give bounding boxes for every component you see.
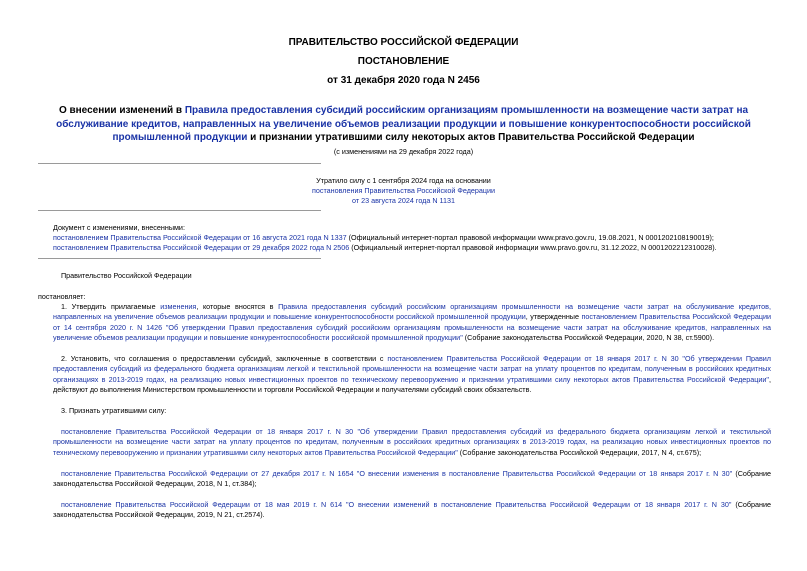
expired-link-line2[interactable]: постановления Правительства Российской Федерации — [311, 186, 496, 195]
repealed-link-2[interactable]: постановление Правительства Российской Федерации от 27 декабря 2017 г. N 1654 "О внесении изменения в постановление Правительства Российской Федерации от 18 января 2017 г. N 30" — [61, 469, 733, 478]
repealed-link-1[interactable]: постановление Правительства Российской Федерации от 18 января 2017 г. N 30 "Об утверждении Правил предоставления субсидий из федерального бюджета организациям легкой и текстильной промышленности на возмещение части затрат на уплату процентов по кредитам, полученным в российских кредитных организациях в 2013-2019 годах, на реализацию новых инвестиционных проектов по техническому перевооружению и признании утратившими силу некоторых актов Правительства Российской Федерации" — [53, 427, 771, 457]
amendments-heading: Документ с изменениями, внесенными: — [53, 223, 185, 232]
rules-link-2[interactable]: Правила предоставления субсидий российским организациям промышленности на возмещение части затрат на обслуживание кредитов, направленных на увеличение объемов реализации продукции и повышение конкурентоспособности российской промышленной продукции — [53, 302, 771, 322]
divider — [38, 163, 321, 164]
revision-note: (с изменениями на 29 декабря 2022 года) — [333, 147, 474, 156]
document-date-number: от 31 декабря 2020 года N 2456 — [327, 75, 480, 86]
amendment-link-2[interactable]: постановлением Правительства Российской Федерации от 29 декабря 2022 года N 2506 — [53, 243, 350, 252]
repealed-item-3: постановление Правительства Российской Федерации от 18 мая 2019 г. N 614 "О внесении изменений в постановление Правительства Российской Федерации от 18 января 2017 г. N 30" (Собрание законодательства Российской Федерации, 2019, N 21, ст.2574). — [53, 500, 772, 520]
amendment-link-1[interactable]: постановлением Правительства Российской Федерации от 16 августа 2021 года N 1337 — [53, 233, 347, 242]
expired-line1: Утратило силу с 1 сентября 2024 года на основании — [316, 176, 491, 185]
decree-1426-link[interactable]: постановлением Правительства Российской Федерации от 14 сентября 2020 г. N 1426 "Об утверждении Правил предоставления субсидий российским организациям промышленности на возмещение части затрат на обслуживание кредитов, направленных на увеличение объемов реализации продукции и повышение конкурентоспособности российской промышленной продукции" — [53, 312, 771, 343]
paragraph-3: 3. Признать утратившими силу: — [61, 406, 167, 415]
repealed-item-1: постановление Правительства Российской Федерации от 18 января 2017 г. N 30 "Об утверждении Правил предоставления субсидий из федерального бюджета организациям легкой и текстильной промышленности на возмещение части затрат на уплату процентов по кредитам, полученным в российских кредитных организациях в 2013-2019 годах, на реализацию новых инвестиционных проектов по техническому перевооружению и признании утратившими силу некоторых актов Правительства Российской Федерации" (Собрание законодательства Российской Федерации, 2017, N 4, ст.675); — [53, 427, 771, 457]
paragraph-1: 1. Утвердить прилагаемые изменения, которые вносятся в Правила предоставления субсидий российским организациям промышленности на возмещение части затрат на обслуживание кредитов, направленных на увеличение объемов реализации продукции и повышение конкурентоспособности российской промышленной продукции, утвержденные постановлением Правительства Российской Федерации от 14 сентября 2020 г. N 1426 "Об утверждении Правил предоставления субсидий российским организациям промышленности на возмещение части затрат на обслуживание кредитов, направленных на увеличение объемов реализации продукции и повышение конкурентоспособности российской промышленной продукции" (Собрание законодательства Российской Федерации, 2020, N 38, ст.5900). — [53, 302, 771, 343]
government-header: ПРАВИТЕЛЬСТВО РОССИЙСКОЙ ФЕДЕРАЦИИ — [288, 37, 519, 48]
decrees-word: постановляет: — [38, 292, 86, 301]
document-title — [30, 104, 777, 145]
rules-link[interactable]: Правила предоставления субсидий российским организациям промышленности на возмещение части затрат на обслуживание кредитов, направленных на увеличение объемов реализации продукции и повышение конкурентоспособности российской промышленной продукции — [56, 105, 751, 143]
repealed-link-3[interactable]: постановление Правительства Российской Федерации от 18 мая 2019 г. N 614 "О внесении изменений в постановление Правительства Российской Федерации от 18 января 2017 г. N 30" — [61, 500, 732, 509]
changes-link[interactable]: изменения — [160, 302, 197, 311]
paragraph-2: 2. Установить, что соглашения о предоставлении субсидий, заключенные в соответствии с постановлением Правительства Российской Федерации от 18 января 2017 г. N 30 "Об утверждении Правил предоставления субсидий из федерального бюджета организациям легкой и текстильной промышленности на возмещение части затрат на уплату процентов по кредитам, полученным в российских кредитных организациях в 2013-2019 годах, на реализацию новых инвестиционных проектов по техническому перевооружению и признании утратившими силу некоторых актов Правительства Российской Федерации", действуют до выполнения Министерством промышленности и торговли Российской Федерации и получателями субсидий своих обязательств. — [53, 354, 772, 395]
expired-link-line3[interactable]: от 23 августа 2024 года N 1131 — [352, 196, 455, 205]
divider — [38, 258, 321, 259]
document-type: ПОСТАНОВЛЕНИЕ — [357, 56, 450, 67]
amendment-item-2: постановлением Правительства Российской Федерации от 29 декабря 2022 года N 2506 (Официальный интернет-портал правовой информации www.pravo.gov.ru, 31.12.2022, N 0001202212310028). — [53, 243, 717, 252]
title-prefix: О внесении изменений в — [58, 105, 185, 116]
amendment-item-1: постановлением Правительства Российской Федерации от 16 августа 2021 года N 1337 (Официальный интернет-портал правовой информации www.pravo.gov.ru, 19.08.2021, N 0001202108190019); — [53, 233, 714, 242]
divider — [38, 210, 321, 211]
title-suffix: и признании утратившими силу некоторых актов Правительства Российской Федерации — [247, 132, 695, 143]
decree-30-link[interactable]: постановлением Правительства Российской Федерации от 18 января 2017 г. N 30 "Об утверждении Правил предоставления субсидий из федерального бюджета организациям легкой и текстильной промышленности на возмещение части затрат на уплату процентов по кредитам, полученным в российских кредитных организациях в 2013-2019 годах, на реализацию новых инвестиционных проектов по техническому перевооружению и признании утратившими силу некоторых актов Правительства Российской Федерации" — [53, 354, 772, 384]
repealed-item-2: постановление Правительства Российской Федерации от 27 декабря 2017 г. N 1654 "О внесении изменения в постановление Правительства Российской Федерации от 18 января 2017 г. N 30" (Собрание законодательства Российской Федерации, 2018, N 1, ст.384); — [53, 469, 771, 489]
body-government: Правительство Российской Федерации — [61, 271, 192, 280]
